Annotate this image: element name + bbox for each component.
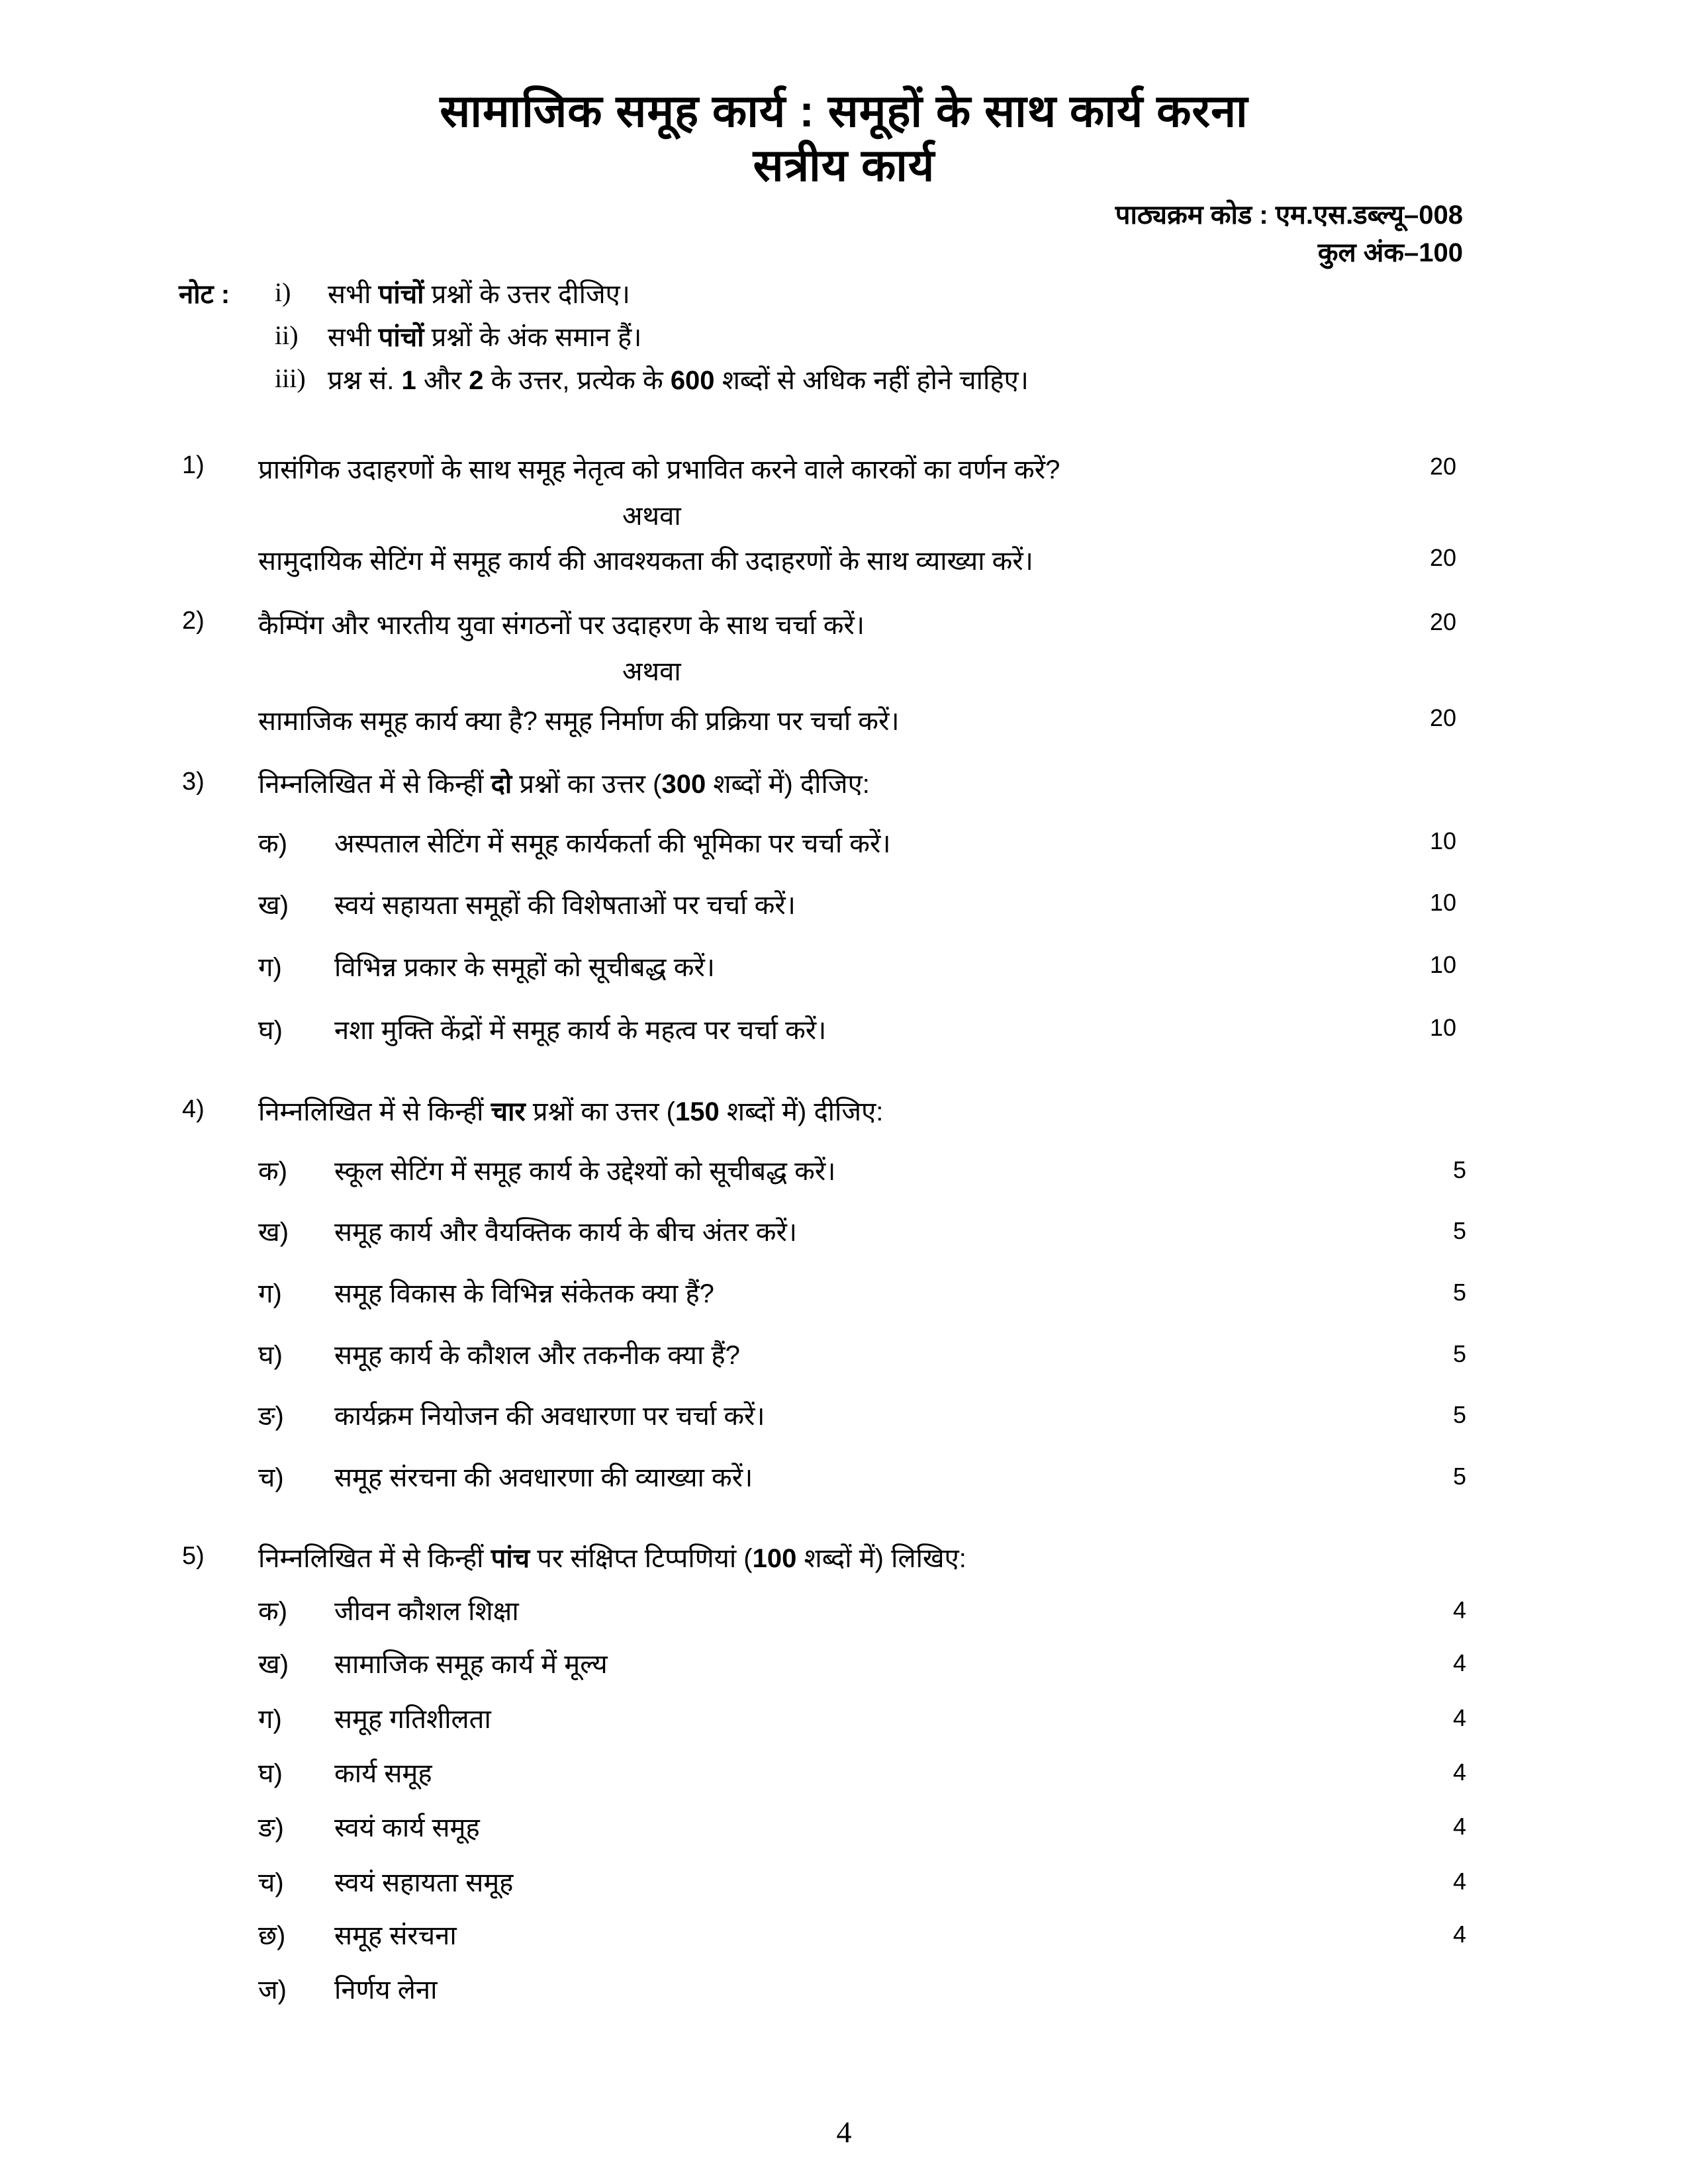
note-number: i) <box>275 277 291 307</box>
note-text: सभी <box>328 280 371 309</box>
sub-question-marks: 4 <box>1452 1758 1466 1786</box>
intro-emphasis: पांच <box>491 1544 530 1573</box>
document-subtitle: सत्रीय कार्य <box>753 140 935 191</box>
sub-question-text: जीवन कौशल शिक्षा <box>334 1597 519 1626</box>
question-intro <box>258 1539 966 1575</box>
intro-text: प्रश्नों का उत्तर ( <box>532 1097 675 1126</box>
sub-question-marks: 10 <box>1429 827 1456 854</box>
question-text: कैम्पिंग और भारतीय युवा संगठनों पर उदाहरण के साथ चर्चा करें। <box>258 611 865 640</box>
sub-question-text: समूह संरचना की अवधारणा की व्याख्या करें। <box>334 1463 753 1492</box>
question-marks: 20 <box>1429 608 1456 635</box>
sub-question-letter: घ) <box>258 1759 283 1788</box>
intro-text: निम्नलिखित में से किन्हीं <box>258 770 484 799</box>
sub-question-letter: छ) <box>258 1921 286 1950</box>
note-emphasis: 1 <box>401 366 416 395</box>
sub-question-letter: घ) <box>258 1016 283 1045</box>
question-intro <box>258 764 870 801</box>
sub-question-text: समूह संरचना <box>334 1921 457 1950</box>
note-text: प्रश्न सं. <box>328 366 395 395</box>
sub-question-text: कार्य समूह <box>334 1759 432 1788</box>
note-number: ii) <box>275 320 299 350</box>
note-emphasis: 600 <box>670 366 715 395</box>
note-text: प्रश्नों के उत्तर दीजिए। <box>431 280 630 309</box>
note-emphasis: पांचों <box>378 280 424 309</box>
sub-question-letter: ख) <box>258 1650 289 1679</box>
sub-question-marks: 4 <box>1452 1813 1466 1840</box>
question-number: 4) <box>182 1095 205 1123</box>
question-number: 5) <box>182 1542 205 1570</box>
question-number: 1) <box>182 451 205 479</box>
question-alt-marks: 20 <box>1429 704 1456 731</box>
sub-question-letter: ग) <box>258 1705 282 1734</box>
question-marks: 20 <box>1429 453 1456 480</box>
intro-text: शब्दों में) दीजिए: <box>726 1097 884 1126</box>
sub-question-text: नशा मुक्ति केंद्रों में समूह कार्य के महत्व पर चर्चा करें। <box>334 1016 827 1045</box>
sub-question-marks: 4 <box>1452 1704 1466 1731</box>
intro-text: निम्नलिखित में से किन्हीं <box>258 1544 484 1573</box>
intro-text: शब्दों में) लिखिए: <box>804 1544 966 1573</box>
sub-question-marks: 10 <box>1429 889 1456 916</box>
sub-question-text: सामाजिक समूह कार्य में मूल्य <box>334 1650 608 1679</box>
sub-question-text: निर्णय लेना <box>334 1976 438 2005</box>
question-alt-marks: 20 <box>1429 544 1456 571</box>
question-number: 3) <box>182 768 205 796</box>
intro-emphasis: 100 <box>752 1544 797 1573</box>
sub-question-marks: 5 <box>1452 1463 1466 1490</box>
note-emphasis: पांचों <box>378 323 424 352</box>
note-text: और <box>423 366 462 395</box>
sub-question-letter: ग) <box>258 1279 282 1308</box>
note-item <box>328 275 630 311</box>
sub-question-letter: ङ) <box>258 1813 284 1843</box>
sub-question-marks: 4 <box>1452 1868 1466 1895</box>
sub-question-text: समूह कार्य और वैयक्तिक कार्य के बीच अंतर करें। <box>334 1218 797 1247</box>
question-number: 2) <box>182 607 205 635</box>
sub-question-marks: 5 <box>1452 1401 1466 1428</box>
sub-question-letter: च) <box>258 1868 284 1897</box>
sub-question-text: कार्यक्रम नियोजन की अवधारणा पर चर्चा करें। <box>334 1402 765 1431</box>
intro-emphasis: 300 <box>661 770 706 799</box>
or-separator: अथवा <box>622 657 681 686</box>
sub-question-text: स्वयं कार्य समूह <box>334 1813 480 1843</box>
sub-question-marks: 4 <box>1452 1921 1466 1948</box>
sub-question-letter: क) <box>258 829 288 858</box>
intro-text: पर संक्षिप्त टिप्पणियां ( <box>537 1544 753 1573</box>
sub-question-text: समूह विकास के विभिन्न संकेतक क्या हैं? <box>334 1279 714 1308</box>
sub-question-letter: ङ) <box>258 1402 284 1431</box>
sub-question-letter: ज) <box>258 1976 287 2005</box>
document-title: सामाजिक समूह कार्य : समूहों के साथ कार्य करना <box>440 86 1248 136</box>
note-number: iii) <box>275 363 306 393</box>
question-intro <box>258 1092 883 1128</box>
sub-question-marks: 5 <box>1452 1217 1466 1244</box>
note-text: शब्दों से अधिक नहीं होने चाहिए। <box>722 366 1029 395</box>
sub-question-letter: घ) <box>258 1341 283 1370</box>
sub-question-marks: 4 <box>1452 1596 1466 1623</box>
sub-question-letter: ख) <box>258 891 289 920</box>
intro-emphasis: चार <box>491 1097 526 1126</box>
sub-question-text: समूह कार्य के कौशल और तकनीक क्या हैं? <box>334 1341 740 1370</box>
note-item <box>328 361 1029 397</box>
sub-question-text: विभिन्न प्रकार के समूहों को सूचीबद्ध करें। <box>334 953 715 982</box>
question-alt-text: सामुदायिक सेटिंग में समूह कार्य की आवश्यकता की उदाहरणों के साथ व्याख्या करें। <box>258 547 1033 576</box>
page-number: 4 <box>836 2115 852 2149</box>
sub-question-marks: 10 <box>1429 951 1456 978</box>
sub-question-letter: ग) <box>258 953 282 982</box>
course-code: पाठ्यक्रम कोड : एम.एस.डब्ल्यू–008 <box>1115 201 1463 230</box>
intro-text: शब्दों में) दीजिए: <box>713 770 870 799</box>
sub-question-text: स्कूल सेटिंग में समूह कार्य के उद्देश्यों को सूचीबद्ध करें। <box>334 1157 836 1186</box>
note-item <box>328 318 641 354</box>
question-text: प्रासंगिक उदाहरणों के साथ समूह नेतृत्व को प्रभावित करने वाले कारकों का वर्णन करें? <box>258 455 1060 484</box>
note-text: प्रश्नों के अंक समान हैं। <box>431 323 642 352</box>
intro-emphasis: 150 <box>675 1097 720 1126</box>
sub-question-letter: क) <box>258 1597 288 1626</box>
sub-question-marks: 10 <box>1429 1014 1456 1041</box>
note-label: नोट : <box>179 280 230 309</box>
note-emphasis: 2 <box>469 366 484 395</box>
sub-question-marks: 5 <box>1452 1279 1466 1306</box>
note-text: के उत्तर, प्रत्येक के <box>491 366 671 395</box>
sub-question-text: समूह गतिशीलता <box>334 1705 491 1734</box>
sub-question-letter: क) <box>258 1157 288 1186</box>
note-text: सभी <box>328 323 371 352</box>
question-alt-text: सामाजिक समूह कार्य क्या है? समूह निर्माण की प्रक्रिया पर चर्चा करें। <box>258 707 900 736</box>
intro-text: निम्नलिखित में से किन्हीं <box>258 1097 484 1126</box>
sub-question-text: स्वयं सहायता समूहों की विशेषताओं पर चर्चा करें। <box>334 891 796 920</box>
total-marks: कुल अंक–100 <box>1317 238 1463 267</box>
sub-question-text: अस्पताल सेटिंग में समूह कार्यकर्ता की भूमिका पर चर्चा करें। <box>334 829 891 858</box>
or-separator: अथवा <box>622 502 681 531</box>
sub-question-text: स्वयं सहायता समूह <box>334 1868 514 1897</box>
sub-question-marks: 4 <box>1452 1649 1466 1676</box>
intro-emphasis: दो <box>491 770 512 799</box>
sub-question-letter: च) <box>258 1463 284 1492</box>
intro-text: प्रश्नों का उत्तर ( <box>519 770 662 799</box>
sub-question-letter: ख) <box>258 1218 289 1247</box>
sub-question-marks: 5 <box>1452 1340 1466 1367</box>
sub-question-marks: 5 <box>1452 1156 1466 1183</box>
